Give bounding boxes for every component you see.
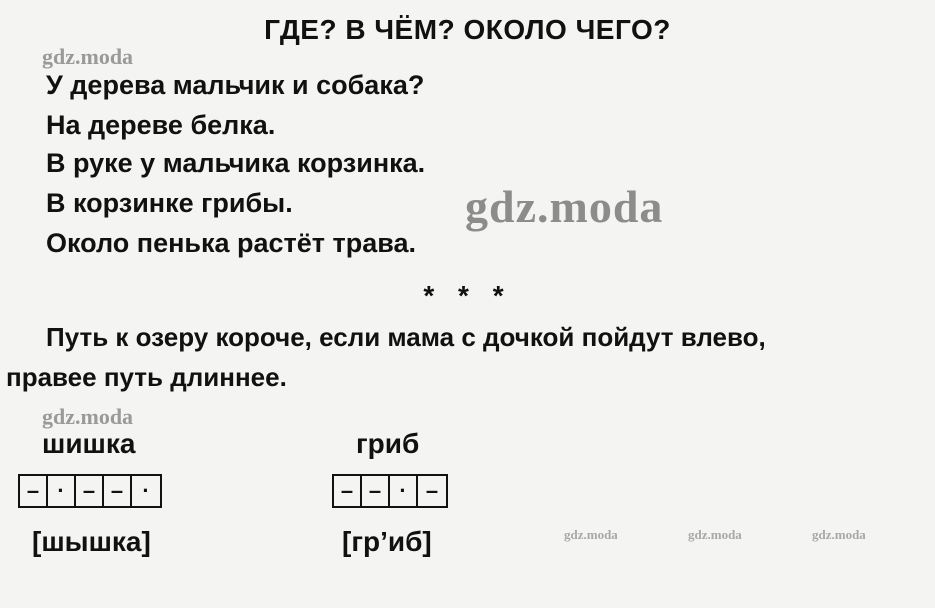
scheme-cell: – — [20, 476, 48, 506]
sound-scheme-grib — [332, 474, 448, 508]
separator-stars: * * * — [423, 280, 512, 311]
scheme-cell: – — [334, 476, 362, 506]
scheme-cell: – — [362, 476, 390, 506]
scheme-cell: · — [390, 476, 418, 506]
scheme-cell: · — [48, 476, 76, 506]
word-shishka: шишка — [42, 428, 136, 459]
watermark-footer-2: gdz.moda — [688, 527, 742, 542]
word-grib: гриб — [356, 428, 420, 459]
page-title: ГДЕ? В ЧЁМ? ОКОЛО ЧЕГО? — [264, 14, 671, 45]
sound-scheme-shishka — [18, 474, 162, 508]
sentence-4: В корзинке грибы. — [46, 188, 293, 218]
paragraph-line-2: правее путь длиннее. — [6, 362, 287, 392]
watermark-middle: gdz.moda — [42, 404, 134, 429]
transcription-shishka: [шышка] — [32, 526, 151, 557]
scheme-cell: · — [142, 478, 150, 503]
paragraph-line-1: Путь к озеру короче, если мама с дочкой пойдут влево, — [46, 322, 766, 352]
scheme-cell: – — [425, 478, 439, 503]
watermark-footer-3: gdz.moda — [812, 527, 866, 542]
sentence-5: Около пенька растёт трава. — [46, 228, 417, 258]
watermark-top: gdz.moda — [42, 44, 134, 69]
watermark-footer-1: gdz.moda — [564, 527, 618, 542]
watermark-center: gdz.moda — [465, 181, 664, 232]
scheme-cell: – — [104, 476, 132, 506]
sentence-1: У дерева мальчик и собака? — [46, 70, 425, 100]
scheme-cell: – — [76, 476, 104, 506]
transcription-grib: [гр’иб] — [342, 526, 432, 557]
sentence-3: В руке у мальчика корзинка. — [46, 148, 426, 178]
sentence-2: На дереве белка. — [46, 110, 276, 140]
